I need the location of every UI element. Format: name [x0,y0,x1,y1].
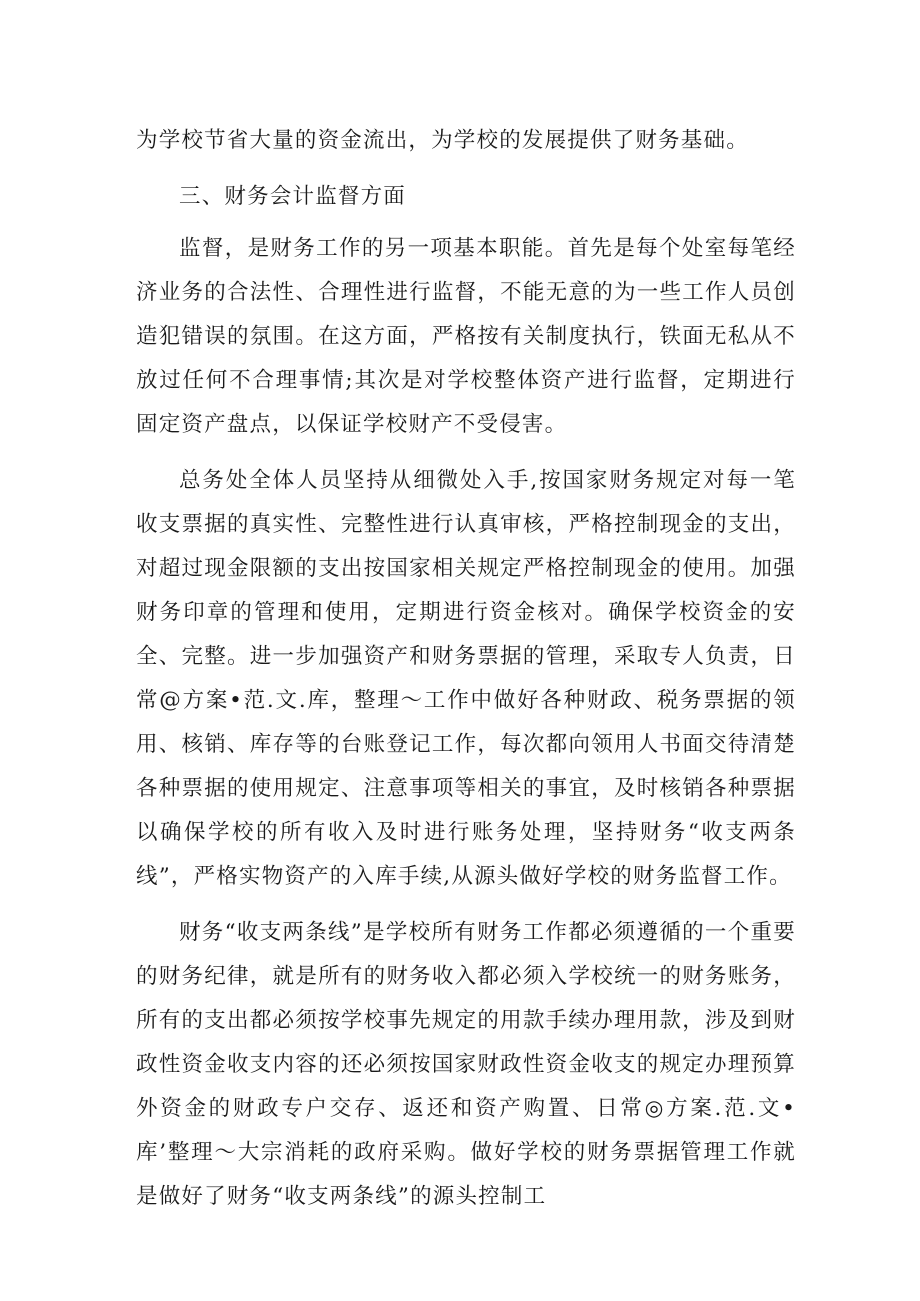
section-heading: 三、财务会计监督方面 [179,184,407,209]
paragraph-supervision: 监督，是财务工作的另一项基本职能。首先是每个处室每笔经济业务的合法性、合理性进行监督，不能无意的为一些工作人员创造犯错误的氛围。在这方面，严格按有关制度执行，铁面无私从不放过任何不合理事情;其次是对学校整体资产进行监督，定期进行固定资产盘点，以保证学校财产不受侵害。 [136,236,796,437]
paragraph-general-affairs: 总务处全体人员坚持从细微处入手,按国家财务规定对每一笔收支票据的真实性、完整性进行认真审核，严格控制现金的支出，对超过现金限额的支出按国家相关规定严格控制现金的使用。加强财务印章的管理和使用，定期进行资金核对。确保学校资金的安全、完整。进一步加强资产和财务票据的管理，采取专人负责，日常@方案•范.文.库，整理～工作中做好各种财政、税务票据的领用、核销、库存等的台账登记工作，每次都向领用人书面交待清楚各种票据的使用规定、注意事项等相关的事宜，及时核销各种票据以确保学校的所有收入及时进行账务处理，坚持财务“收支两条线”，严格实物资产的入库手续,从源头做好学校的财务监督工作。 [136,468,796,889]
paragraph-two-lines: 财务“收支两条线”是学校所有财务工作都必须遵循的一个重要的财务纪律，就是所有的财务收入都必须入学校统一的财务账务，所有的支出都必须按学校事先规定的用款手续办理用款，涉及到财政性资金收支内容的还必须按国家财政性资金收支的规定办理预算外资金的财政专户交存、返还和资产购置、日常◎方案.范.文•库’整理～大宗消耗的政府采购。做好学校的财务票据管理工作就是做好了财务“收支两条线”的源头控制工 [136,920,796,1209]
paragraph-continuation: 为学校节省大量的资金流出，为学校的发展提供了财务基础。 [136,128,749,153]
document-body [136,119,796,1231]
